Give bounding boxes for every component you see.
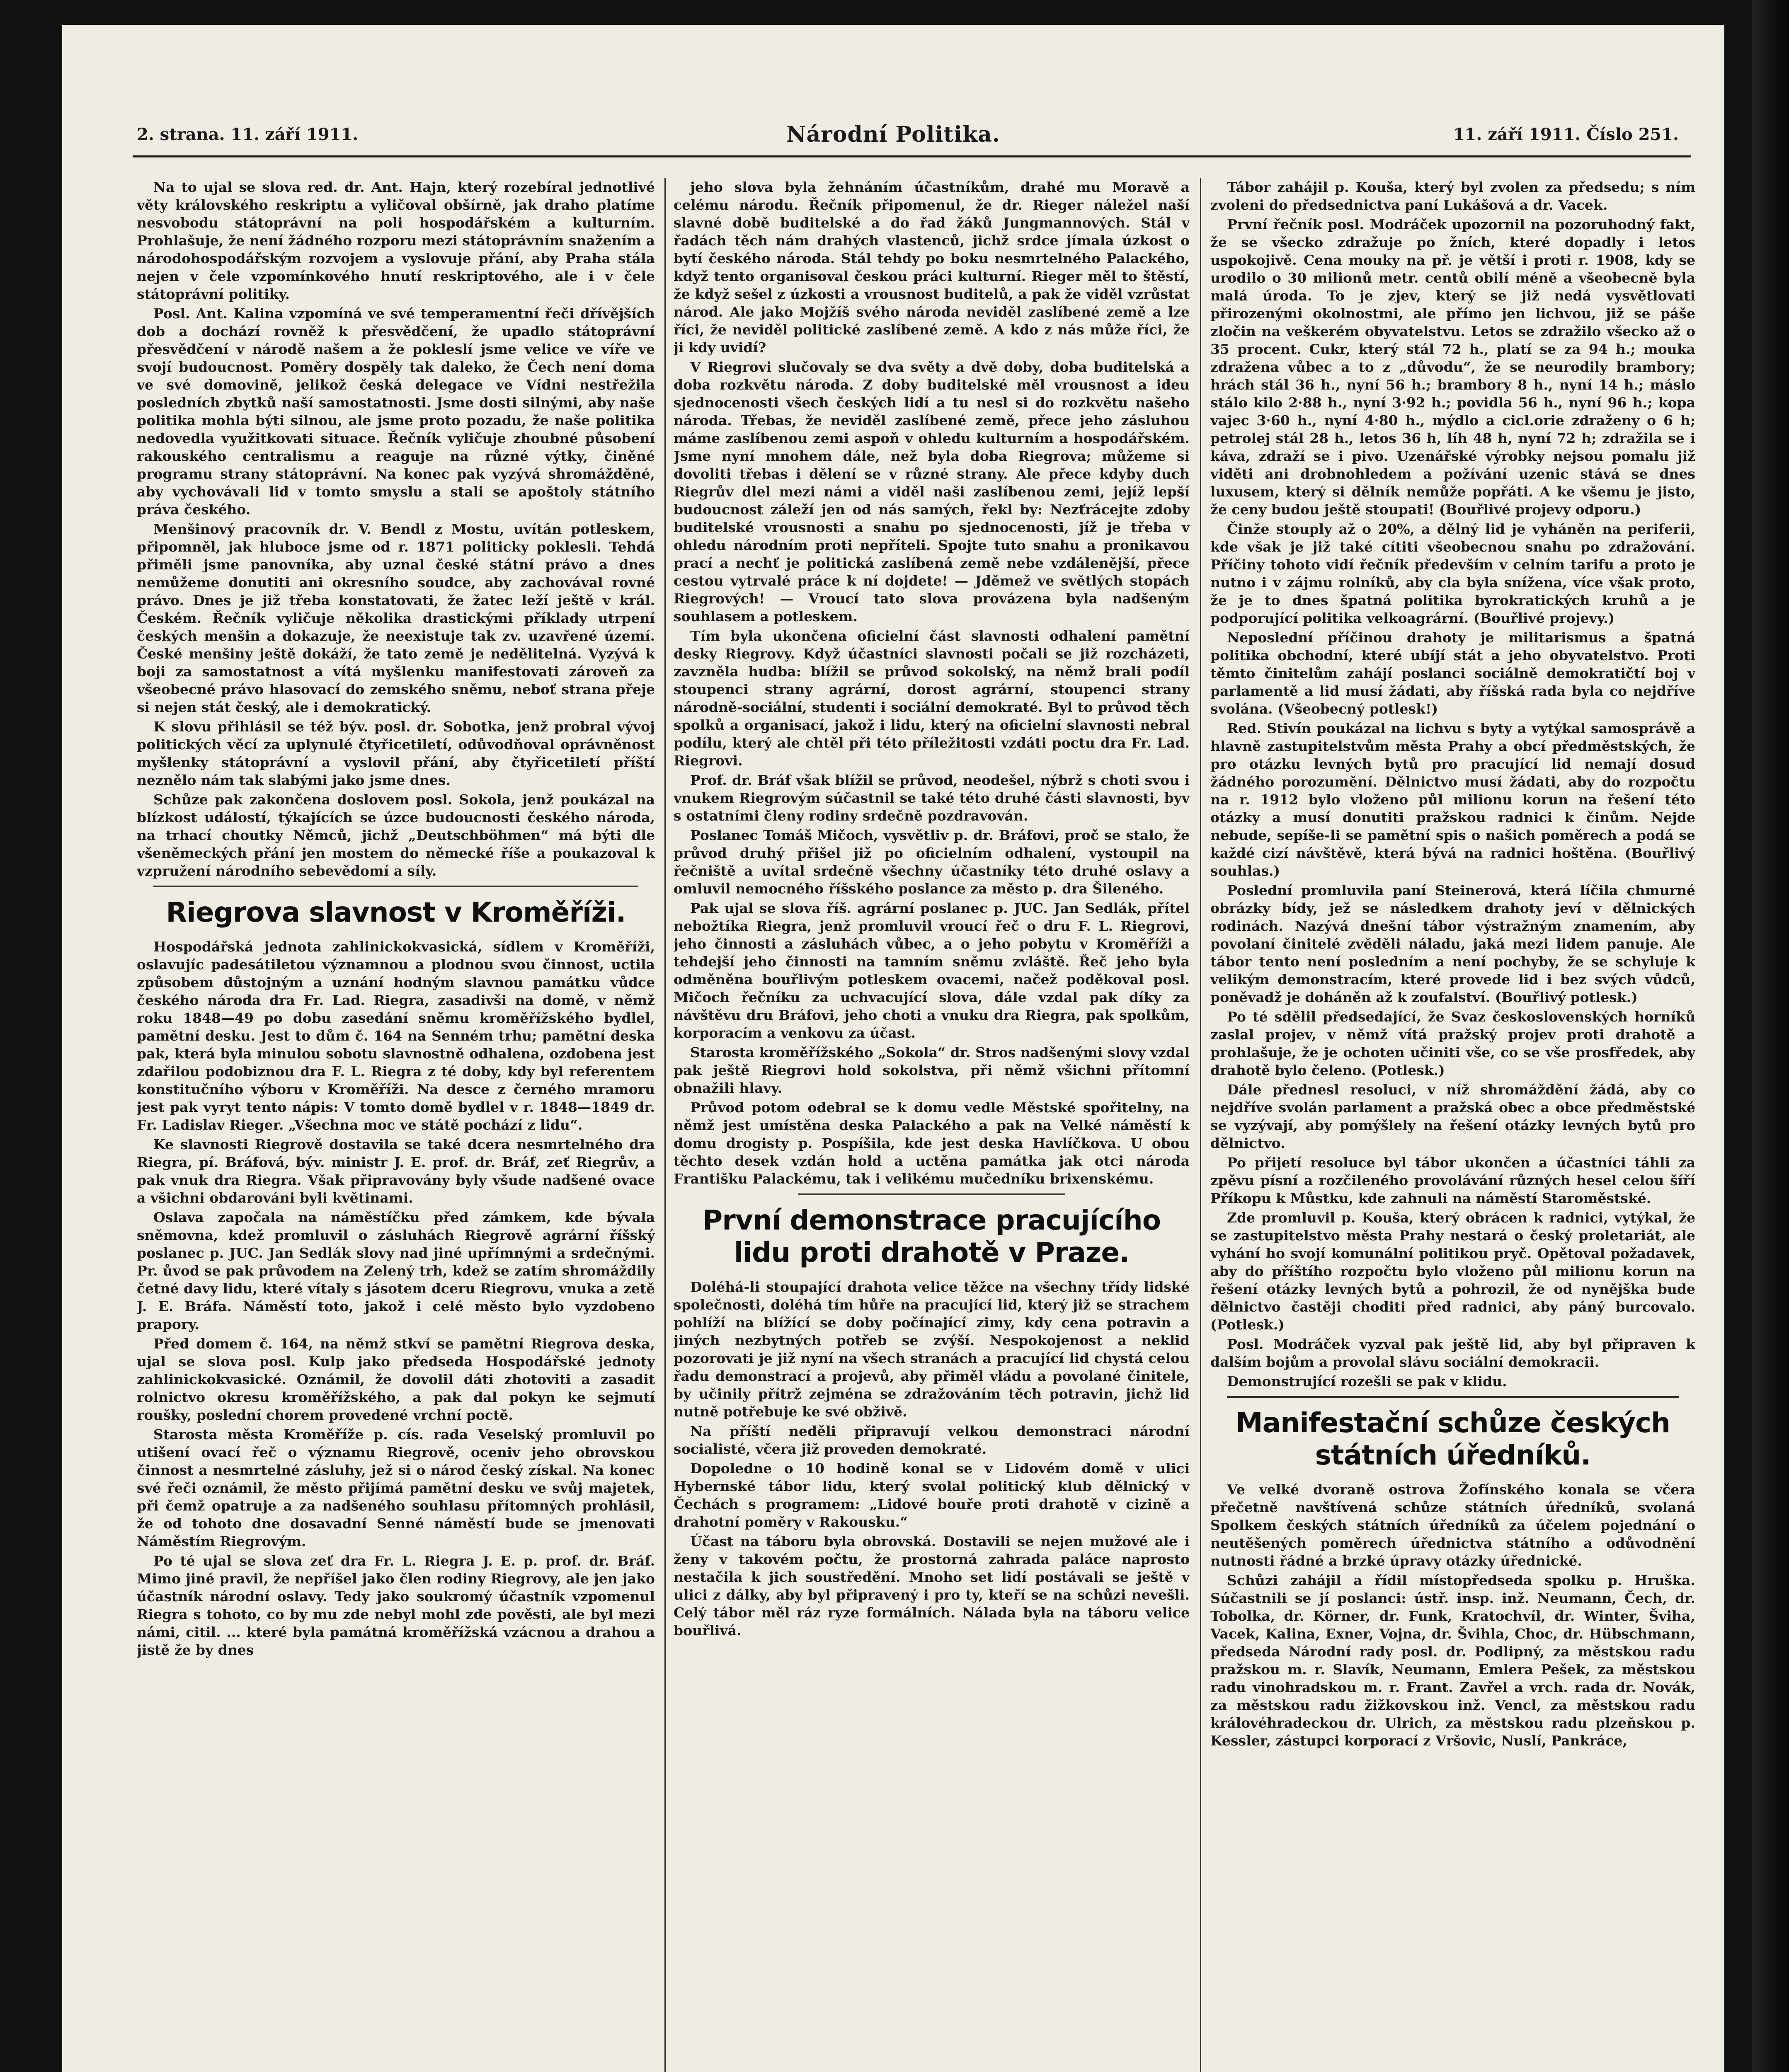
column-divider <box>1200 178 1201 2072</box>
section-rule <box>798 1193 1065 1195</box>
article-paragraph: Hospodářská jednota zahlinickokvasická, sídlem v Kroměříži, oslavujíc padesátiletou významnou a plodnou svou činnost, uctila způsobem důstojným a uznání hodným slavnou památku vůdce českého národa dra Fr. Lad. Riegra, zasadivši na domě, v němž roku 1848—49 po dobu zasedání sněmu kroměřížského bydlel, pamětní desku. Jest to dům č. 164 na Senném trhu; pamětní deska pak, která byla minulou sobotu slavnostně odhalena, ozdobena jest zdařilou podobiznou dra F. L. Riegra z té doby, kdy byl referentem konstitučního výboru v Kroměříži. Na desce z černého mramoru jest pak vyryt tento nápis: V tomto domě bydlel v r. 1848—1849 dr. Fr. Ladislav Rieger. „Všechna moc ve státě pochází z lidu“. <box>137 939 655 1133</box>
article-paragraph: Tábor zahájil p. Kouša, který byl zvolen za předsedu; s ním zvoleni do předsednictva paní Lukášová a dr. Vacek. <box>1210 179 1695 213</box>
article-paragraph: Před domem č. 164, na němž stkví se pamětní Riegrova deska, ujal se slova posl. Kulp jako předseda Hospodářské jednoty zahlinickokvasické. Oznámil, že dovolil dáti zhotoviti a zasadit rolnictvo okresu kroměřížského, a pak dal pokyn ke sejmutí roušky, poslední chorem provedené vrchní poctě. <box>137 1336 655 1423</box>
article-paragraph: Účast na táboru byla obrovská. Dostavili se nejen mužové ale i ženy v takovém počtu, že prostorná zahrada paláce naprosto nestačila k jich soustředění. Mnoho set lidí postávali se ještě v ulici z dálky, aby byl připravený i pro ty, kteří se na schůzi nevešli. Celý tábor měl ráz ryze formálních. Nálada byla na táboru velice bouřlivá. <box>674 1533 1190 1639</box>
scan-binding-edge <box>1752 0 1789 2072</box>
article-paragraph: Po přijetí resoluce byl tábor ukončen a účastníci táhli za zpěvu písní a rozčileného provolávání různých hesel celou šíří Příkopu k Můstku, kde zahnuli na náměstí Staroměstské. <box>1210 1155 1695 1206</box>
article-paragraph: Tím byla ukončena oficielní část slavnosti odhalení pamětní desky Riegrovy. Když účastníci slavnosti počali se již rozcházeti, zavzněla hudba: blížil se průvod sokolský, na němž brali podíl stoupenci strany agrární, dorost agrární, stoupenci strany národně-sociální, studenti i sociální demokraté. Byl to průvod těch spolků a organisací, jakož i lidu, který na oficielní slavnosti nebral podílu, který ale chtěl při této příležitosti vzdáti poctu dra Fr. Lad. Riegrovi. <box>674 628 1190 769</box>
article-paragraph: Po té ujal se slova zeť dra Fr. L. Riegra J. E. p. prof. dr. Bráf. Mimo jiné pravil, že nepříšel jako člen rodiny Riegrovy, ale jen jako účastník národní oslavy. Tedy jako soukromý účastník vzpomenul Riegra s tohoto, co by mu zde nebyl mohl zde pověsti, ale byl mezi námi, citil. ... které byla památná kroměřížská vzácnou a drahou a jistě že by dnes <box>137 1553 655 1658</box>
article-headline-riegrova-slavnost: Riegrova slavnost v Kroměříži. <box>166 896 626 928</box>
newspaper-page <box>62 25 1724 2072</box>
article-paragraph: Ke slavnosti Riegrově dostavila se také dcera nesmrtelného dra Riegra, pí. Bráfová, býv. ministr J. E. prof. dr. Bráf, zeť Riegrův, a pak vnuk dra Riegra. Však připravovány byly všude nadšené ovace a všichni obdarováni byli květinami. <box>137 1136 655 1206</box>
article-paragraph: Doléhá-li stoupající drahota velice těžce na všechny třídy lidské společnosti, doléhá tím hůře na pracující lid, který již se strachem pohlíží na blížící se doby počínající zimy, kdy cena potravin a jiných nezbytných potřeb se zvýší. Nespokojenost a neklid pozorovati je již nyní na všech stranách a pracující lid chystá celou řadu demonstrací a projevů, aby přiměl vládu a povolané činitele, by učinily přítrž zejména se zdražováním těch potravin, jichž lid nutně potřebuje ke své obživě. <box>674 1279 1190 1420</box>
article-paragraph: Oslava započala na náměstíčku před zámkem, kde bývala sněmovna, kdež promluvil o zásluhách Riegrově agrární říšský poslanec p. JUC. Jan Sedlák slovy nad jiné upřímnými a srdečnými. Pr. ůvod se pak průvodem na Zelený trh, kdež se zatím shromáždily četné davy lidu, které vítaly s jásotem dceru Riegrovu, vnuka a zetě J. E. Bráfa. Náměstí toto, jakož i celé město bylo vyzdobeno prapory. <box>137 1209 655 1332</box>
article-paragraph: Dopoledne o 10 hodině konal se v Lidovém domě v ulici Hybernské tábor lidu, který svolal politický klub dělnický v Čechách s programem: „Lidové bouře proti drahotě v cizině a drahotní poměry v Rakousku.“ <box>674 1460 1190 1530</box>
article-paragraph: Zde promluvil p. Kouša, který obrácen k radnici, vytýkal, že se zastupitelstvo města Prahy nestará o český proletariát, ale vyhání ho svojí komunální politikou pryč. Opětoval požadavek, aby do příštího rozpočtu bylo vloženo půl milionu korun na řešení otázky levných bytů a pohrozil, že od nynějška bude dělnictvo častěji choditi před radnici, aby páný burcovalo. (Potlesk.) <box>1210 1210 1695 1333</box>
header-date-issue-right: 11. září 1911. Číslo 251. <box>1453 125 1679 144</box>
article-paragraph: Prof. dr. Bráf však blížil se průvod, neodešel, nýbrž s choti svou i vnukem Riegrovým súčastnil se také této druhé části slavnosti, byv s ostatními členy rodiny srdečně pozdravován. <box>674 772 1190 824</box>
article-paragraph: První řečník posl. Modráček upozornil na pozoruhodný fakt, že se všecko zdražuje po žních, které dopadly i letos uspokojivě. Cena mouky na př. je větší i proti r. 1908, kdy se urodilo o 30 milionů metr. centů obilí méně a všeobecně byla malá úroda. To je zjev, který se již nedá vysvětlovati přirozenými okolnostmi, ale přímo jen lichvou, již se páše zločin na veškerém obyvatelstvu. Letos se zdražilo všecko až o 35 procent. Cukr, který stál 72 h., platí se za 94 h.; mouka zdražena vůbec a to z „důvodu“, že se neurodily brambory; hrách stál 36 h., nyní 56 h.; brambory 8 h., nyní 14 h.; máslo stálo kilo 2·88 h., nyní 3·92 h.; povidla 56 h., nyní 96 h.; kopa vajec 3·60 h., nyní 4·80 h., mýdlo a cicl.orie zdraženy o 6 h; petrolej stál 28 h., letos 36 h, líh 48 h, nyní 72 h; zdražila se i káva, zdraží se i pivo. Uzenářské výrobky nejsou pomalu již viděti ani drobnohledem a požívání uzenic stává se dnes luxusem, který si dělník nemůže popřáti. A ke všemu je jisto, že ceny budou ještě stoupati! (Bouřlivé projevy odporu.) <box>1210 216 1695 518</box>
article-paragraph: Ve velké dvoraně ostrova Žofínského konala se včera přečetně navštívená schůze státních úředníků, svolaná Spolkem českých státních úředníků za účelem pojednání o neutěšených poměrech úřednictva státního a odůvodnění nutnosti řádné a brzké úpravy otázky úřednické. <box>1210 1481 1695 1569</box>
article-paragraph: Posl. Ant. Kalina vzpomíná ve své temperamentní řeči dřívějších dob a dochází rovněž k přesvědčení, že upadlo státoprávní přesvědčení v národě našem a že pokleslí jsme velice ve víře ve svojí budoucnost. Poměry dospěly tak daleko, že Čech není doma ve své domovině, jelikož česká delegace ve Vídni nestřežila posledních zbytků naší samostatnosti. Jsme dosti silnými, aby naše politika mohla býti silnou, ale jsme proto pozadu, že naše politika nedovedla využitkovati situace. Řečník vyličuje zhoubné působení rakouského centralismu a reaguje na různé výtky, činěné programu strany státoprávní. Na konec pak vyzývá shromážděné, aby vychovávali lid v tomto smyslu a stali se apoštoly státního práva českého. <box>137 305 655 518</box>
header-rule <box>133 155 1691 157</box>
article-paragraph: jeho slova byla žehnáním účastníkům, drahé mu Moravě a celému národu. Řečník připomenul, že dr. Rieger náležel naší slavné době buditelské a do řad žáků Jungmannových. Stál v řadách těch nám drahých vlastenců, jichž srdce jímala úzkost o bytí českého národa. Stál tehdy po boku nesmrtelného Palackého, když tento organisoval českou práci kulturní. Rieger měl to štěstí, že když sešel z úzkosti a vrousnost buditelů, a pak že viděl vzrůstat národ. Ale jako Mojžíš svého národa neviděl zaslíbené země a lze říci, že neviděl politické zaslíbené země. A kdo z nás může říci, že ji kdy uvidí? <box>674 179 1190 356</box>
article-paragraph: Neposlední příčinou drahoty je militarismus a špatná politika obchodní, které ubíjí stát a jeho obyvatelstvo. Proti těmto činitelům zahájí poslanci sociálně demokratičtí boj v parlamentě a lid musí žádati, aby říšská rada byla co nejdříve svolána. (Všeobecný potlesk!) <box>1210 629 1695 717</box>
section-rule <box>1227 1396 1679 1398</box>
article-paragraph: Činže stouply až o 20%, a dělný lid je vyháněn na periferii, kde však je již také cítiti všeobecnou snahu po zdražování. Příčiny tohoto vidí řečník především v celním tarifu a proto je nutno i v zájmu rolníků, aby cla byla snížena, více však proto, že je to dnes špatná politika byrokratických kruhů a je podporující politika velkoagrární. (Bouřlivé projevy.) <box>1210 521 1695 626</box>
article-paragraph: Na to ujal se slova red. dr. Ant. Hajn, který rozebíral jednotlivé věty královského reskriptu a vyličoval obšírně, jak draho platíme nesvobodu státoprávní na poli hospodářském a kulturním. Prohlašuje, že není žádného rozporu mezi státoprávním snažením a národohospodářským rozvojem a vyslovuje přání, aby Praha stála nejen v čele vzpomínkového hnutí reskriptového, ale i v čele státoprávní politiky. <box>137 179 655 302</box>
section-rule <box>153 886 638 887</box>
column-3 <box>1210 178 1695 2072</box>
column-1 <box>137 178 655 2072</box>
masthead-title: Národní Politika. <box>786 122 1000 147</box>
header-page-date-left: 2. strana. 11. září 1911. <box>137 125 359 144</box>
article-paragraph: K slovu přihlásil se též býv. posl. dr. Sobotka, jenž probral vývoj politických věcí za uplynulé čtyřicetiletí, odůvodňoval oprávněnost myšlenky státoprávní a vyslovil přání, aby čtyřicetiletí příští neznělo nám tak slabými jako jsme dnes. <box>137 719 655 788</box>
article-paragraph: Na příští neděli připravují velkou demonstraci národní socialisté, včera již proveden demokraté. <box>674 1423 1190 1457</box>
article-paragraph: Poslední promluvila paní Steinerová, která líčila chmurné obrázky bídy, jež se následkem drahoty jeví v dělnických rodinách. Nazývá dnešní tábor výstražným znamením, aby povolaní činitelé zvěděli náladu, jaká mezi lidem panuje. Ale tábor tento není posledním a není pochyby, že se schyluje k velikým demonstracím, které provede lid i bez svých vůdců, poněvadž je doháněn až k zoufalství. (Bouřlivý potlesk.) <box>1210 882 1695 1005</box>
article-paragraph: Průvod potom odebral se k domu vedle Městské spořitelny, na němž jest umístěna deska Palackého a pak na Velké náměstí k domu drogisty p. Pospíšila, kde jest deska Havlíčkova. U obou těchto desek vzdán hold a uctěna památka jak otci národa Františku Palackému, tak i velikému mučedníku brixenskému. <box>674 1099 1190 1187</box>
article-paragraph: Schůze pak zakončena doslovem posl. Sokola, jenž poukázal na blízkost událostí, týkajících se úzce budoucnosti českého národa, na trhací choutky Němců, jichž „Deutschböhmen“ má býti dle všeněmeckých přání jen mostem do německé říše a poukazoval k vzpružení národního sebevědomí a síly. <box>137 792 655 879</box>
article-paragraph: Red. Stivín poukázal na lichvu s byty a vytýkal samosprávě a hlavně zastupitelstvům města Prahy a obcí předměstských, že pro otázku levných bytů pro pracující lid nemají dosud žádného porozumění. Dělnictvo musí žádati, aby do rozpočtu na r. 1912 bylo vloženo půl milionu korun na řešení této otázky a musí donutiti pražskou radnici k činům. Nejde nebude, sepíše-li se pamětní spis o našich poměrech a podá se každé cizí návštěvě, která bývá na radnici hoštěna. (Bouřlivý souhlas.) <box>1210 720 1695 879</box>
article-headline-manifestacni-schuze: Manifestační schůze českých státních úředníků. <box>1235 1407 1670 1471</box>
article-paragraph: Pak ujal se slova říš. agrární poslanec p. JUC. Jan Sedlák, přítel nebožtíka Riegra, jenž promluvil vroucí řeč o dru F. L. Riegrovi, jeho činnosti a zásluhách vůbec, a o jeho pobytu v Kroměříži a tehdejší jeho činnosti na tamním sněmu zvláště. Řeč jeho byla odměněna bouřlivým potleskem ovacemi, načež poděkoval posl. Mičoch řečníku za uchvacující slova, dále vzdal pak díky za návštěvu dru Bráfovi, jeho choti a vnuku dra Riegra, pak spolkům, korporacím a venkovu za účast. <box>674 900 1190 1041</box>
article-paragraph: Menšinový pracovník dr. V. Bendl z Mostu, uvítán potleskem, připomněl, jak hluboce jsme od r. 1871 politicky poklesli. Tehdá přiměli jsme panovníka, aby uznal české státní právo a dnes nemůžeme donutiti ani okresního soudce, aby zachovával rovné právo. Dnes je již třeba konstatovati, že žatec leží ještě v král. Českém. Řečník vyličuje několika drastickými příklady utrpení českých menšin a dokazuje, že neexistuje tak zv. uzavřené území. České menšiny ještě dokáží, že tato země je nedělitelná. Vyzývá k boji za samostatnost a vítá myšlenku manifestovati zároveň za všeobecné právo hlasovací do zemského sněmu, neboť strana přeje si nejen stát český, ale i demokratický. <box>137 521 655 715</box>
article-paragraph: Po té sdělil předsedající, že Svaz československých horníků zaslal projev, v němž vítá pražský projev proti drahotě a prohlašuje, že je ochoten učiniti vše, co se vše prosfředek, aby drahotě bylo čeleno. (Potlesk.) <box>1210 1009 1695 1078</box>
article-paragraph: Posl. Modráček vyzval pak ještě lid, aby byl připraven k dalším bojům a provolal slávu sociální demokracii. <box>1210 1336 1695 1370</box>
article-paragraph: Demonstrující rozešli se pak v klidu. <box>1227 1373 1507 1389</box>
article-paragraph: Dále přednesl resoluci, v níž shromáždění žádá, aby co nejdříve svolán parlament a pražská obec a obce předměstské se vyzývají, aby pomýšlely na řešení otázky levných bytů pro dělnictvo. <box>1210 1082 1695 1151</box>
column-divider <box>664 178 666 2072</box>
article-paragraph: Starosta kroměřížského „Sokola“ dr. Stros nadšenými slovy vzdal pak ještě Riegrovi hold sokolstva, při němž všichni přítomní obnažili hlavy. <box>674 1044 1190 1096</box>
article-headline-demonstrace: První demonstrace pracujícího lidu proti drahotě v Praze. <box>702 1204 1161 1268</box>
page-header <box>62 120 1724 149</box>
column-2 <box>674 178 1190 2072</box>
article-paragraph: Poslanec Tomáš Mičoch, vysvětliv p. dr. Bráfovi, proč se stalo, že průvod druhý přišel již po oficielním odhalení, vystoupil na řečniště a uvítal srdečně všechny účastníky této druhé oslavy a omluvil nemocného říšského poslance za město p. dra Šileného. <box>674 827 1190 897</box>
article-paragraph: V Riegrovi slučovaly se dva světy a dvě doby, doba buditelská a doba rozkvětu národa. Z doby buditelské měl vrousnost a ideu sjednocenosti všech českých lidí a tu nesl si do rozkvětu našeho národa. Třebas, že neviděl zaslíbené země, přece jeho zásluhou máme zaslíbenou zemi aspoň v ohledu kulturním a hospodářském. Jsme nyní mnohem dále, než byla doba Riegrova; můžeme si dovoliti třebas i dělení se v různé strany. Ale přece kdyby duch Riegrův dlel mezi námi a viděl naši zaslíbenou zemi, jejíž lepší budoucnost záleží jen od nás samých, řekl by: Nezťrácejte zdoby buditelské vrousnosti a snahu po sjednocenosti, jíž je třeba v ohledu národním proti nepříteli. Spojte tuto snahu a pronikavou prací a nechť je politická zaslíbená země nebe vzdálenější, přece cestou vytrvalé práce k ní dojdete! — Jděmež ve světlých stopách Riegrových! — Vroucí tato slova provázena byla nadšeným souhlasem a potleskem. <box>674 359 1190 625</box>
article-paragraph: Schůzi zahájil a řídil místopředseda spolku p. Hruška. Súčastnili se jí poslanci: ústř. insp. inž. Neumann, Čech, dr. Tobolka, dr. Körner, dr. Funk, Kratochvíl, dr. Winter, Šviha, Vacek, Kalina, Exner, Vojna, dr. Švihla, Choc, dr. Hübschmann, předseda Národní rady posl. dr. Podlipný, za městskou radu pražskou m. r. Slavík, Neumann, Emlera Pešek, za městskou radu vinohradskou m. r. Frant. Zavřel a vrch. rada dr. Novák, za městskou radu žižkovskou inž. Vencl, za městskou radu královéhradeckou dr. Ulrich, za městskou radu plzeňskou p. Kessler, zástupci korporací z Vršovic, Nuslí, Pankráce, <box>1210 1572 1695 1749</box>
article-paragraph: Starosta města Kroměříže p. cís. rada Veselský promluvil po utišení ovací řeč o významu Riegrově, oceniv jeho obrovskou činnost a nesmrtelné zásluhy, jež si o národ český získal. Na konec své řeči oznámil, že město přijímá pamětní desku ve svůj majetek, při čemž opatruje a za nadšeného souhlasu přítomných prohlásil, že od tohoto dne dosavadní Senné náměstí bude se jmenovati Náměstím Riegrovým. <box>137 1426 655 1549</box>
